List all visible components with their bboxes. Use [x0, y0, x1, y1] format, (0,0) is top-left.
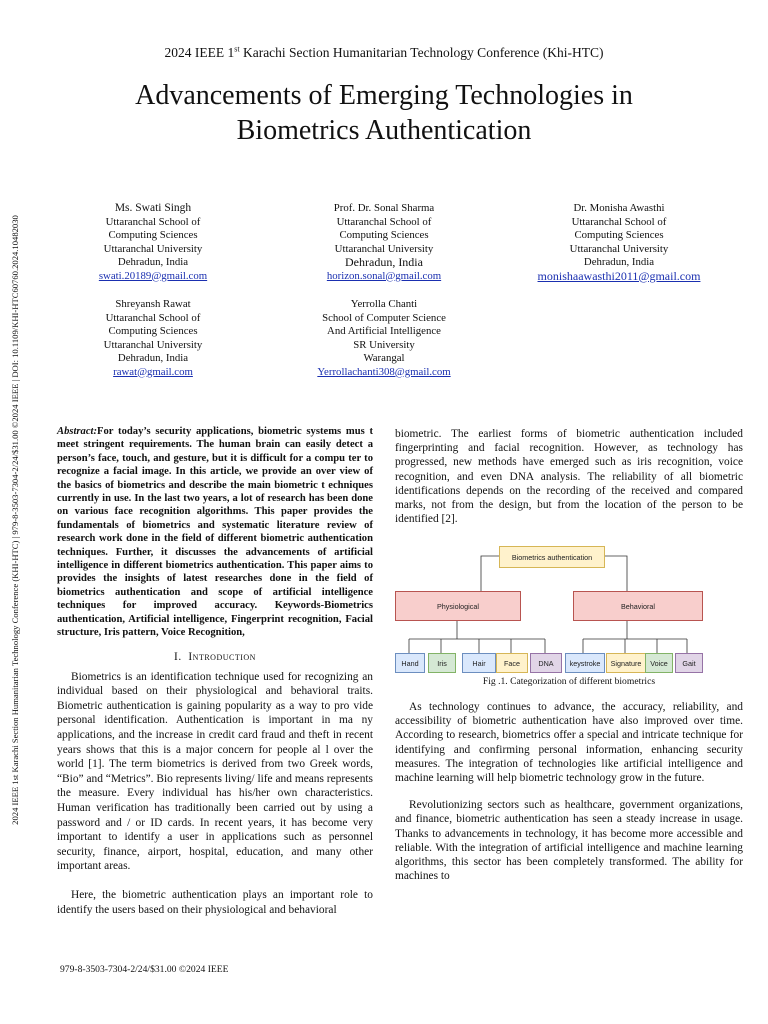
right-column: [395, 427, 743, 526]
section-number: I.: [174, 650, 182, 663]
leaf-voice: Voice: [645, 653, 673, 673]
leaf-hand: Hand: [395, 653, 425, 673]
section-title: Introduction: [188, 650, 256, 663]
author-affiliation: Uttaranchal University: [569, 242, 669, 255]
author-affiliation: Computing Sciences: [108, 325, 198, 337]
author-email-link[interactable]: monishaawasthi2011@gmail.com: [537, 268, 701, 283]
leaf-dna: DNA: [530, 653, 562, 673]
right-column-lower: [395, 700, 743, 883]
author-affiliation: Uttaranchal School of: [105, 215, 201, 228]
intro-paragraph-2: Here, the biometric authentication plays an important role to identify the users based on their physiological and behavioral: [57, 889, 373, 916]
author-location: Warangal: [363, 352, 405, 364]
author-name: Shreyansh Rawat: [115, 298, 191, 310]
author-4: [78, 298, 228, 379]
right-paragraph-3: Revolutionizing sectors such as healthcare, government organizations, and finance, biometric authentication has seen a steady increase in usage. Thanks to advancements in technology, it has become more accessible and reliable. With the integration of artificial intelligence and machine learning algorithms, this sector has been completely transformed. The ability for machines to: [395, 799, 743, 883]
author-affiliation: Uttaranchal School of: [105, 311, 201, 324]
leaf-face: Face: [496, 653, 528, 673]
author-affiliation: Uttaranchal School of: [571, 215, 667, 228]
author-name: Yerrolla Chanti: [350, 298, 418, 310]
author-affiliation: School of Computer Science: [322, 311, 446, 324]
footer-copyright: 979-8-3503-7304-2/24/$31.00 ©2024 IEEE: [60, 964, 229, 975]
abstract-label: Abstract:: [57, 426, 98, 437]
author-affiliation: And Artificial Intelligence: [327, 325, 441, 337]
section-heading: [57, 650, 373, 664]
right-paragraph-1: biometric. The earliest forms of biometric authentication included fingerprinting and facial recognition. However, as technology has progressed, new methods have emerged such as iris recognition, voice recognition, and even DNA analysis. The reliability of all biometric identifications depends on the recording of the received and compared marks, not from the design, but from the location of the person to be identified [2].: [395, 428, 743, 526]
author-name: Prof. Dr. Sonal Sharma: [333, 202, 435, 214]
physiological-node: Physiological: [395, 591, 521, 621]
author-3: [530, 202, 708, 283]
author-affiliation: Uttaranchal University: [334, 242, 434, 255]
author-affiliation: Uttaranchal University: [103, 242, 203, 255]
author-5: [300, 298, 468, 379]
author-affiliation: Uttaranchal School of: [336, 215, 432, 228]
author-email-link[interactable]: swati.20189@gmail.com: [98, 269, 208, 282]
leaf-iris: Iris: [428, 653, 456, 673]
author-email-link[interactable]: horizon.sonal@gmail.com: [326, 269, 442, 282]
author-location: Dehradun, India: [583, 256, 655, 268]
author-affiliation: Uttaranchal University: [103, 338, 203, 351]
author-name: Dr. Monisha Awasthi: [573, 202, 665, 214]
paper-title: [60, 78, 708, 148]
author-affiliation: Computing Sciences: [108, 229, 198, 241]
leaf-keystroke: keystroke: [565, 653, 605, 673]
leaf-gait: Gait: [675, 653, 703, 673]
intro-paragraph-1: Biometrics is an identification technique used for recognizing an individual based on their physiological and behavioral traits. Biometric authentication is gaining popularity as a way to pro vide personal identification. Authentication is important in ma ny applications, and the increase in credit card fraud and theft in recent years shows that this is a major concern for people al l over the world [1]. The term biometrics is derived from two Greek words, “Bio” and “Metrics”. Bio represents living/ life and means represents the measure. Every individual has his/her own characteristics. Human verification has traditionally been carried out by using a password and / or ID cards. In recent years, it has become very important to identify a user in applications such as personnel security, finance, airport, hospital, education, and many other important areas.: [57, 670, 373, 873]
author-affiliation: Computing Sciences: [339, 229, 429, 241]
author-location: Dehradun, India: [117, 352, 189, 364]
author-email-link[interactable]: Yerrollachanti308@gmail.com: [317, 365, 451, 378]
author-name: Ms. Swati Singh: [114, 202, 192, 214]
author-email-link[interactable]: rawat@gmail.com: [113, 365, 193, 378]
side-doi-text: 2024 IEEE 1st Karachi Section Humanitarian Technology Conference (KHI-HTC) | 979-8-3503-7304-2/24/$31.00 ©2024 IEEE | DOI: 10.1109/KHI-HTC60760.2024.10482030: [10, 215, 20, 825]
abstract: [57, 425, 373, 640]
root-node: Biometrics authentication: [499, 546, 605, 568]
figure-caption: Fig .1. Categorization of different biometrics: [482, 676, 656, 687]
author-location: Dehradun, India: [345, 255, 423, 269]
author-affiliation: SR University: [353, 338, 415, 351]
figure-diagram: [395, 543, 743, 675]
behavioral-node: Behavioral: [573, 591, 703, 621]
abstract-text: For today’s security applications, biometric systems mus t meet stringent requirements. The human brain can easily detect a person’s face, touch, and gesture, but it is difficult for a compu ter to recognize a facial image. In this article, we provide an over view of the basics of biometrics and describe the main biometric t echniques currently in use. In the last two years, a lot of research has been done on various face recognition algorithms. This paper provides the fundamentals of biometrics and systematic literature review of research work done in the field of different biometric authentication techniques. Further, it discusses the advancements of artificial intelligence in different biometrics authentication. This paper aims to provides the insights of latest researches done in the field of biometrics authentication and scope of artificial intelligence techniques for improved accuracy. Keywords-Biometrics authentication, Artificial intelligence, Fingerprint recognition, Facial structure, Iris pattern, Voice Recognition,: [57, 426, 373, 639]
title-line-2: Biometrics Authentication: [236, 115, 532, 146]
author-2: [305, 202, 463, 283]
leaf-signature: Signature: [606, 653, 646, 673]
author-location: Dehradun, India: [117, 256, 189, 268]
author-1: [78, 202, 228, 283]
right-paragraph-2: As technology continues to advance, the accuracy, reliability, and accessibility of biometric authentication have also improved over time. According to research, biometrics offer a special and intricate technique for identifying and confirming personal information, enhancing security measures. The integration of technologies like artificial intelligence and machine learning will help biometric technology grow in the future.: [395, 701, 743, 785]
leaf-hair: Hair: [462, 653, 496, 673]
left-column: [57, 425, 373, 917]
author-affiliation: Computing Sciences: [574, 229, 664, 241]
title-line-1: Advancements of Emerging Technologies in: [135, 80, 633, 111]
conference-header: 2024 IEEE 1st Karachi Section Humanitarian Technology Conference (Khi-HTC): [164, 44, 604, 60]
